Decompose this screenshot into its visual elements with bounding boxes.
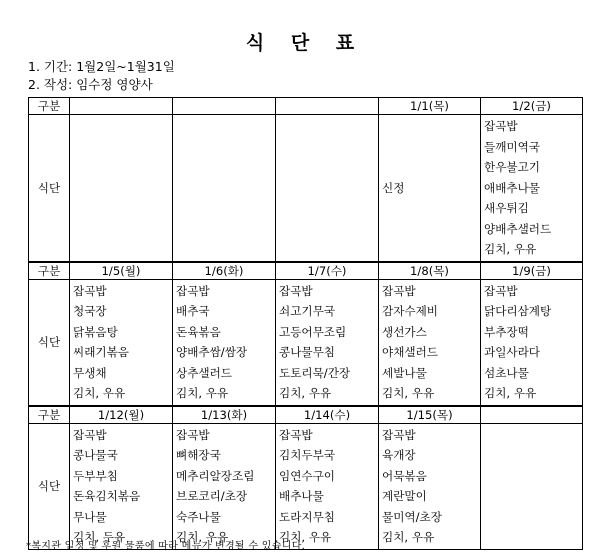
menu-table [28,97,583,550]
meal-label: 식단 [29,279,70,406]
menu-item: 세발나물 [382,365,427,380]
menu-item: 청국장 [73,304,107,318]
menu-item: 김치, 우유 [382,530,435,544]
menu-item: 잡곡밥 [484,119,518,133]
menu-cell [276,423,379,549]
menu-item: 신정 [382,180,405,195]
menu-item: 잡곡밥 [73,283,107,298]
date-cell: 1/9(금) [481,262,583,280]
menu-item: 배추나물 [279,489,324,503]
header-label: 구분 [29,406,70,424]
menu-cell [481,279,583,406]
header-label: 구분 [29,262,70,280]
date-cell: 1/8(목) [379,262,481,280]
menu-item: 감자수제비 [382,304,438,318]
date-cell: 1/7(수) [276,262,379,280]
menu-item: 무생채 [73,365,107,380]
menu-cell [173,279,276,406]
date-cell: 1/5(월) [70,262,173,280]
menu-item: 들깨미역국 [484,139,540,154]
menu-item: 두부부침 [73,468,118,483]
menu-cell [276,115,379,262]
menu-item: 김치, 우유 [176,530,229,544]
menu-item: 김치, 우유 [279,386,332,400]
menu-item: 배추국 [176,304,210,318]
menu-item: 잡곡밥 [382,427,416,442]
menu-item: 계란말이 [382,489,427,503]
menu-item: 씨래기볶음 [73,345,129,359]
menu-item: 콩나물국 [73,448,118,462]
menu-item: 잡곡밥 [73,427,107,442]
menu-item: 김치, 우유 [279,530,332,544]
menu-item: 임연수구이 [279,468,335,483]
date-cell [276,98,379,115]
menu-cell [276,279,379,406]
menu-item: 김치두부국 [279,448,335,462]
menu-item: 애배추나물 [484,180,540,195]
menu-item: 쇠고기무국 [279,304,335,318]
menu-item: 양배추샐러드 [484,221,552,236]
menu-item: 닭다리삼계탕 [484,304,552,318]
date-cell: 1/13(화) [173,406,276,424]
menu-item: 과일사라다 [484,345,540,359]
menu-item: 잡곡밥 [484,283,518,298]
menu-item: 김치, 우유 [73,386,126,400]
menu-item: 잡곡밥 [176,427,210,442]
menu-item: 상추샐러드 [176,365,232,380]
menu-cell [70,115,173,262]
date-cell: 1/1(목) [379,98,481,115]
menu-item: 브로코리/초장 [176,489,248,503]
menu-item: 숙주나물 [176,509,221,524]
menu-item: 고등어무조림 [279,324,347,339]
menu-item: 야채샐러드 [382,345,438,359]
menu-item: 김치, 우유 [382,386,435,400]
menu-item: 닭볶음탕 [73,324,118,339]
menu-item: 도라지무침 [279,509,335,524]
header-label: 구분 [29,98,70,115]
menu-item: 생선가스 [382,324,427,339]
date-cell: 1/6(화) [173,262,276,280]
week-menu-row [29,279,583,406]
menu-item: 무나물 [73,509,107,524]
period-line: 1. 기간: 1월2일~1월31일 [28,59,175,74]
menu-cell [70,423,173,549]
menu-item: 잡곡밥 [279,283,313,298]
menu-item: 김치, 우유 [176,386,229,400]
author-line: 2. 작성: 임수정 영양사 [28,77,153,92]
date-cell: 1/15(목) [379,406,481,424]
date-cell: 1/2(금) [481,98,583,115]
menu-item: 섬초나물 [484,365,529,380]
page-title: 식 단 표 [245,32,365,54]
menu-item: 양배추쌈/쌈장 [176,345,248,359]
date-cell [70,98,173,115]
date-cell: 1/14(수) [276,406,379,424]
menu-item: 어묵볶음 [382,468,427,483]
menu-cell [379,279,481,406]
week-menu-row [29,115,583,262]
menu-item: 물미역/초장 [382,509,442,524]
menu-cell [173,115,276,262]
date-cell [173,98,276,115]
menu-item: 부추장떡 [484,324,529,339]
menu-cell [173,423,276,549]
date-cell: 1/12(월) [70,406,173,424]
menu-cell [481,423,583,549]
menu-item: 돈육김치볶음 [73,489,141,503]
menu-item: 잡곡밥 [176,283,210,298]
footnote: *복지관 일정 및 후원 물품에 따라 메뉴가 변경될 수 있습니다. [26,541,306,552]
week-menu-row [29,423,583,549]
menu-item: 김치, 두유 [73,530,126,544]
week-header-row [29,262,583,280]
week-header-row [29,98,583,115]
menu-item: 잡곡밥 [279,427,313,442]
meal-label: 식단 [29,115,70,262]
menu-item: 도토리묵/간장 [279,365,351,380]
menu-item: 뼈해장국 [176,448,221,462]
menu-item: 콩나물무침 [279,345,335,359]
menu-cell [379,115,481,262]
menu-item: 잡곡밥 [382,283,416,298]
menu-item: 김치, 우유 [484,386,537,400]
menu-item: 돈육볶음 [176,324,221,339]
menu-cell [379,423,481,549]
menu-item: 새우튀김 [484,201,529,215]
menu-item: 육개장 [382,448,416,462]
menu-cell [70,279,173,406]
meal-label: 식단 [29,423,70,549]
date-cell [481,406,583,424]
week-header-row [29,406,583,424]
menu-cell [481,115,583,262]
menu-item: 김치, 우유 [484,242,537,256]
menu-item: 메추리알장조림 [176,468,255,483]
menu-item: 한우불고기 [484,160,540,174]
